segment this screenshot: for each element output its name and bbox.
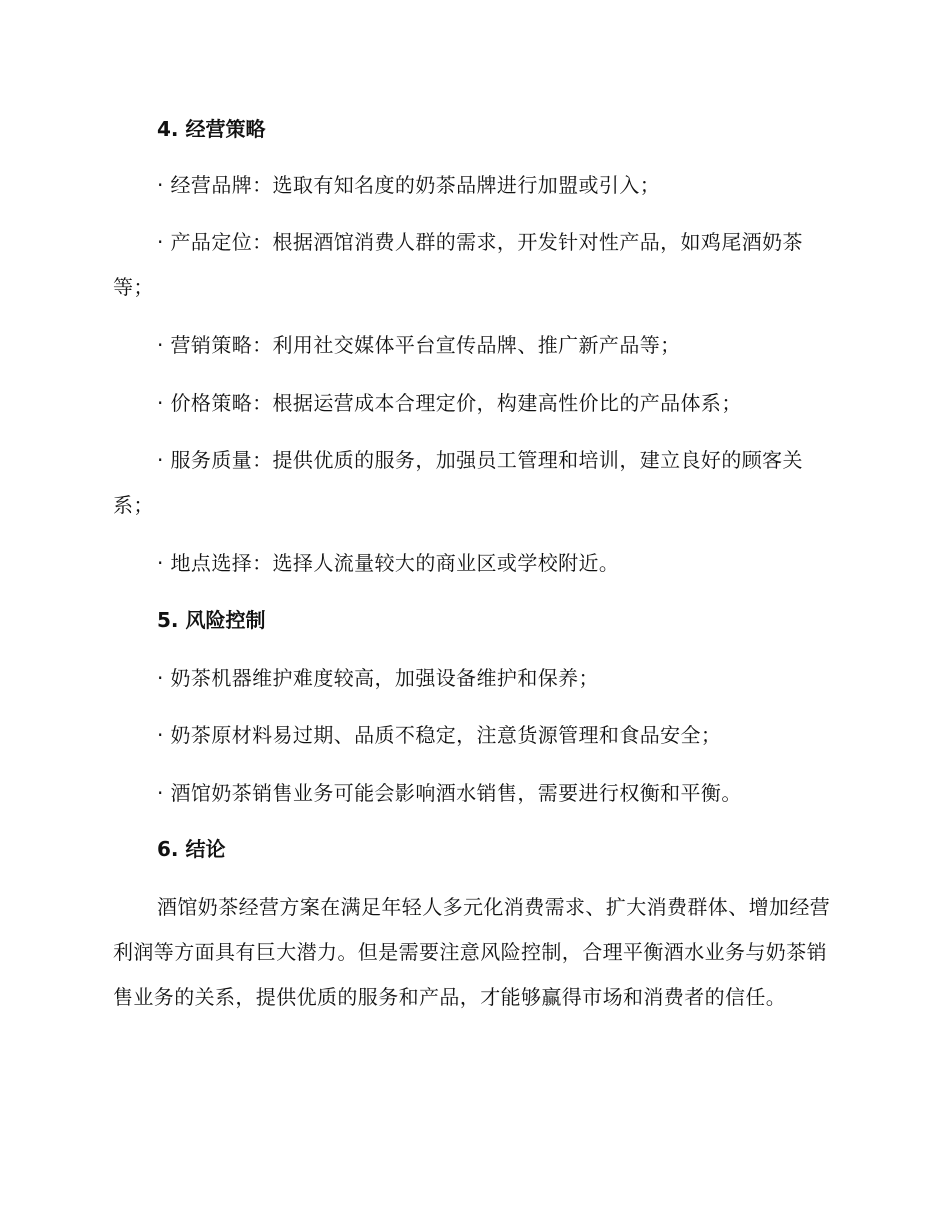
section-heading-conclusion: 6. 结论: [157, 837, 226, 861]
list-item-product-positioning: · 产品定位：根据酒馆消费人群的需求，开发针对性产品，如鸡尾酒奶茶等；: [113, 230, 803, 299]
list-item-brand: · 经营品牌：选取有知名度的奶茶品牌进行加盟或引入；: [157, 173, 661, 197]
list-item-machine-maintenance: · 奶茶机器维护难度较高，加强设备维护和保养；: [157, 666, 599, 690]
conclusion-paragraph: 酒馆奶茶经营方案在满足年轻人多元化消费需求、扩大消费群体、增加经营利润等方面具有巨大潜力。但是需要注意风险控制，合理平衡酒水业务与奶茶销售业务的关系，提供优质的服务和产品，才能够赢得市场和消费者的信任。: [113, 895, 831, 1009]
list-item-marketing-strategy: · 营销策略：利用社交媒体平台宣传品牌、推广新产品等；: [157, 333, 681, 357]
section-heading-risk-control: 5. 风险控制: [157, 608, 266, 632]
list-item-pricing-strategy: · 价格策略：根据运营成本合理定价，构建高性价比的产品体系；: [157, 391, 742, 415]
list-item-service-quality: · 服务质量：提供优质的服务，加强员工管理和培训，建立良好的顾客关系；: [113, 448, 803, 517]
list-item-raw-materials: · 奶茶原材料易过期、品质不稳定，注意货源管理和食品安全；: [157, 723, 722, 747]
section-heading-business-strategy: 4. 经营策略: [157, 117, 266, 141]
list-item-location-choice: · 地点选择：选择人流量较大的商业区或学校附近。: [157, 551, 620, 575]
list-item-sales-balance: · 酒馆奶茶销售业务可能会影响酒水销售，需要进行权衡和平衡。: [157, 781, 742, 805]
